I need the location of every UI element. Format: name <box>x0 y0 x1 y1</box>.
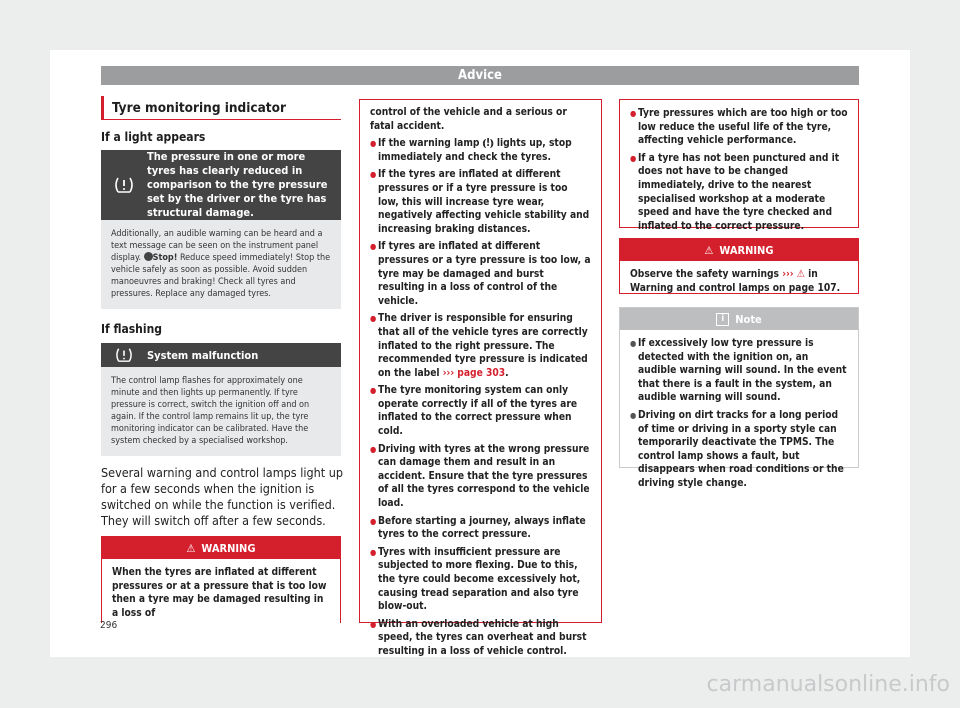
warning-icon: ⚠ <box>186 541 196 555</box>
list-item: ● If the tyres are inflated at different pressures or if a tyre pressure is too low, this will increase tyre wear, negatively affecting vehicle stability and increasing braking distances. <box>370 168 591 236</box>
warning-icon: ⚠ <box>796 269 805 280</box>
lamp-box-malfunction <box>101 343 341 456</box>
body-paragraph: Several warning and control lamps light up for a few seconds when the ignition is switched on while the function is verified. They will switch off after a few seconds. <box>101 465 343 528</box>
list-item: ● Before starting a journey, always inflate tyres to the correct pressure. <box>370 515 591 542</box>
list-item: ● Driving with tyres at the wrong pressure can damage them and result in an accident. Ensure that the tyre pressures of all the tyres correspond to the vehicle load. <box>370 443 591 511</box>
watermark: carmanualsonline.info <box>706 672 950 697</box>
tyre-pressure-icon: ⦅!⦆ <box>482 138 494 150</box>
list-item: ● The tyre monitoring system can only operate correctly if all of the tyres are inflated to the correct pressure when cold. <box>370 384 591 438</box>
list-item: ● Tyre pressures which are too high or too low reduce the useful life of the tyre, affecting vehicle performance. <box>630 107 848 148</box>
page-number: 296 <box>100 620 118 631</box>
section-title: Tyre monitoring indicator <box>101 96 341 120</box>
list-item: ● Driving on dirt tracks for a long period of time or driving in a sporty style can temporarily deactivate the TPMS. The control lamp shows a fault, but disappears when road conditions or the driving style change. <box>630 409 848 491</box>
warning-box-left: ⚠ WARNING When the tyres are inflated at different pressures or at a pressure that is too low then a tyre may be damaged resulting in a loss of <box>101 536 341 623</box>
list-item: ● Tyres with insufficient pressure are subjected to more flexing. Due to this, the tyre could become excessively hot, causing tread separation and also tyre blow-out. <box>370 546 591 614</box>
lamp-description: The control lamp flashes for approximately one minute and then lights up permanently. If tyre pressure is correct, switch the ignition off and on again. If the control lamp remains lit up, the tyre monitoring indicator can be calibrated. Have the system checked by a specialised workshop. <box>111 376 310 446</box>
warning-box-continued <box>359 99 602 657</box>
warning-text: When the tyres are inflated at different pressures or at a pressure that is too low then a tyre may be damaged resulting in a loss of <box>112 567 327 619</box>
lamp-title: The pressure in one or more tyres has clearly reduced in comparison to the tyre pressure set by the driver or the tyre has structural damage. <box>147 150 328 219</box>
list-item: ● If the warning lamp ⦅!⦆ lights up, stop immediately and check the tyres. <box>370 137 591 164</box>
lamp-box-pressure <box>101 150 341 309</box>
list-item: ● If tyres are inflated at different pressures or a tyre pressure is too low, a tyre may be damaged and burst resulting in a loss of control of the vehicle. <box>370 240 591 308</box>
list-item: ● The driver is responsible for ensuring that all of the vehicle tyres are correctly inflated to the right pressure. The recommended tyre pressure is indicated on the label ››› page 303. <box>370 312 591 380</box>
info-icon: i <box>716 313 729 326</box>
lamp-description: Additionally, an audible warning can be heard and a text message can be seen on the instrument panel display. Stop! Reduce speed immediately! Stop the vehicle safely as soon as possible. Avoid sudden manoeuvres and braking! Check all tyres and pressures. Replace any damaged tyres. <box>111 229 331 299</box>
page-link[interactable]: ››› page 303 <box>442 367 506 379</box>
note-box: i Note ● If excessively low tyre pressure is detected with the ignition on, an audible warning will sound. In the event that there is a fault in the system, an audible warning will sound. ● Driving on dirt tracks for a long period of time or driving in a sporty style can temporarily deactivate the TPMS. The control lamp shows a fault, but disappears when road conditions or the driving style change. <box>619 307 859 468</box>
warning-continuation: control of the vehicle and a serious or fatal accident. <box>370 107 567 132</box>
list-item: ● With an overloaded vehicle at high speed, the tyres can overheat and burst resulting in a loss of vehicle control. <box>370 618 591 659</box>
safety-warning-link[interactable]: ››› <box>782 269 794 280</box>
tyre-pressure-icon <box>101 176 147 194</box>
list-item: ● If a tyre has not been punctured and it does not have to be changed immediately, drive to the nearest specialised workshop at a moderate speed and have the tyre checked and inflated to the correct pressure. <box>630 152 848 234</box>
lamp-title: System malfunction <box>147 348 259 362</box>
if-light-heading: If a light appears <box>101 130 206 144</box>
warning-box-continued-right <box>619 99 859 232</box>
chapter-header: Advice <box>101 66 859 85</box>
tyre-pressure-icon <box>101 347 147 363</box>
warning-icon: ⚠ <box>704 243 714 257</box>
list-item: ● If excessively low tyre pressure is detected with the ignition on, an audible warning will sound. In the event that there is a fault in the system, an audible warning will sound. <box>630 337 848 405</box>
if-flashing-heading: If flashing <box>101 322 162 336</box>
stop-icon <box>144 252 153 261</box>
warning-box-right: ⚠ WARNING Observe the safety warnings ››› ⚠ in Warning and control lamps on page 107. <box>619 238 859 294</box>
